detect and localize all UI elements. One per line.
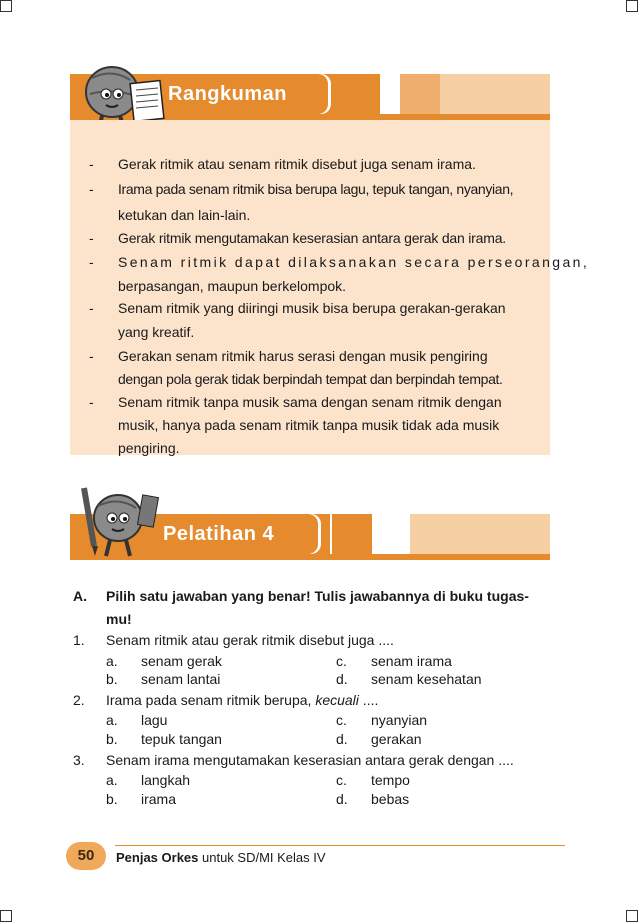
crop-mark-bottom-left (0, 910, 12, 922)
option-letter: a. (106, 653, 118, 669)
option-text: bebas (371, 791, 410, 807)
option-letter: b. (106, 671, 118, 687)
option-text: tepuk tangan (141, 731, 222, 747)
summary-bullet-dash: - (89, 230, 94, 246)
question-text-end: .... (358, 692, 379, 708)
summary-item-text: pengiring. (118, 440, 180, 456)
option-letter: c. (336, 712, 347, 728)
summary-item-text: Senam ritmik dapat dilaksanakan secara perseorangan, (118, 254, 590, 270)
question-text (106, 690, 378, 710)
question-number: 1. (73, 632, 85, 648)
page-number: 50 (66, 842, 106, 870)
option-letter: b. (106, 791, 118, 807)
crop-mark-top-right (626, 0, 638, 12)
footer-text (116, 848, 326, 868)
summary-item-text: Gerakan senam ritmik harus serasi dengan musik pengiring (118, 348, 488, 364)
summary-item-text: Senam ritmik yang diiringi musik bisa berupa gerakan-gerakan (118, 300, 506, 316)
summary-item-text: musik, hanya pada senam ritmik tanpa musik tidak ada musik (118, 417, 500, 433)
question-number: 3. (73, 752, 85, 768)
option-letter: c. (336, 772, 347, 788)
option-letter: d. (336, 791, 348, 807)
option-letter: b. (106, 731, 118, 747)
instruction-line-1: Pilih satu jawaban yang benar! Tulis jawabannya di buku tugas- (106, 588, 529, 604)
crop-mark-bottom-right (626, 910, 638, 922)
summary-item-text: berpasangan, maupun berkelompok. (118, 278, 347, 294)
summary-bullet-dash: - (89, 348, 94, 364)
summary-item-text: Senam ritmik tanpa musik sama dengan senam ritmik dengan (118, 394, 502, 410)
option-text: nyanyian (371, 712, 428, 728)
question-text-italic: kecuali (315, 692, 359, 708)
summary-bullet-dash: - (89, 156, 94, 172)
exercise-title: Pelatihan 4 (155, 514, 318, 554)
option-text: tempo (371, 772, 410, 788)
summary-bullet-dash: - (89, 181, 94, 197)
option-letter: a. (106, 772, 118, 788)
summary-item-text: Irama pada senam ritmik bisa berupa lagu, tepuk tangan, nyanyian, (118, 181, 514, 197)
option-text: senam gerak (141, 653, 222, 669)
book-subtitle: untuk SD/MI Kelas IV (198, 850, 326, 865)
instruction-line-2: mu! (106, 611, 132, 627)
option-text: senam irama (371, 653, 452, 669)
option-text: lagu (141, 712, 168, 728)
summary-bullet-dash: - (89, 394, 94, 410)
option-text: irama (141, 791, 177, 807)
question-text-main: Irama pada senam ritmik berupa, (106, 692, 316, 708)
summary-item-text: Gerak ritmik atau senam ritmik disebut juga senam irama. (118, 156, 476, 172)
question-text: Senam irama mengutamakan keserasian antara gerak dengan .... (106, 752, 514, 768)
book-title: Penjas Orkes (116, 850, 199, 865)
option-text: gerakan (371, 731, 422, 747)
summary-bullet-dash: - (89, 254, 94, 270)
option-letter: c. (336, 653, 347, 669)
option-letter: d. (336, 671, 348, 687)
mascot-writing-icon (70, 484, 162, 564)
option-text: senam kesehatan (371, 671, 482, 687)
summary-item-text: dengan pola gerak tidak berpindah tempat dan berpindah tempat. (118, 371, 503, 387)
option-text: langkah (141, 772, 191, 788)
summary-item-text: Gerak ritmik mengutamakan keserasian antara gerak dan irama. (118, 230, 506, 246)
option-letter: a. (106, 712, 118, 728)
option-letter: d. (336, 731, 348, 747)
question-number: 2. (73, 692, 85, 708)
summary-item-text: yang kreatif. (118, 324, 195, 340)
summary-title: Rangkuman (160, 74, 328, 114)
section-letter: A. (73, 588, 87, 604)
summary-item-text: ketukan dan lain-lain. (118, 207, 251, 223)
summary-bullet-dash: - (89, 300, 94, 316)
crop-mark-top-left (0, 0, 12, 12)
question-text: Senam ritmik atau gerak ritmik disebut juga .... (106, 632, 394, 648)
option-text: senam lantai (141, 671, 221, 687)
footer-rule (115, 845, 565, 846)
